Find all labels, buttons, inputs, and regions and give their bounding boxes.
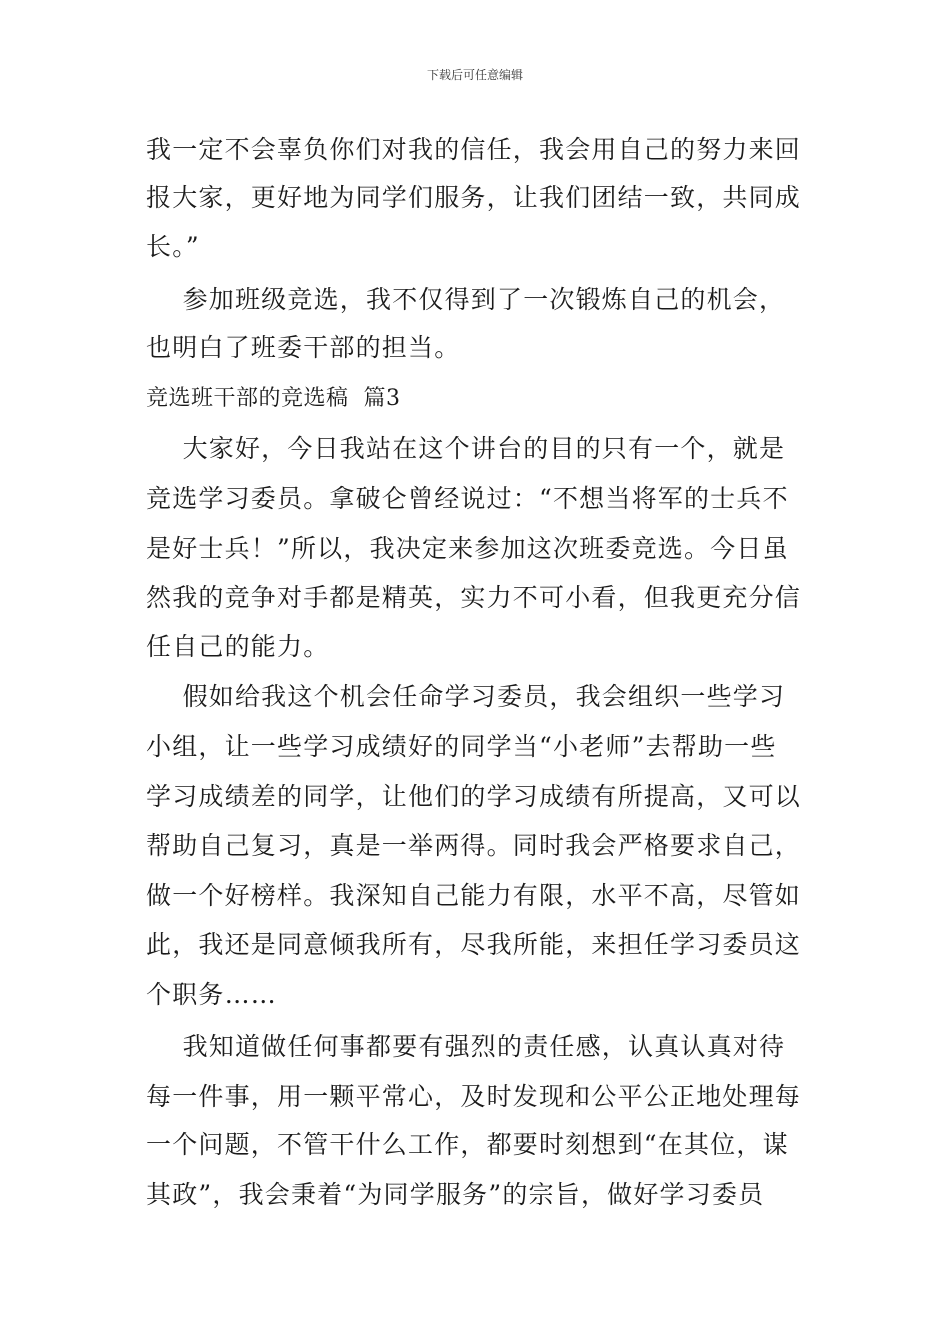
body-line: 我一定不会辜负你们对我的信任，我会用自己的努力来回 bbox=[146, 135, 802, 164]
body-line: 报大家，更好地为同学们服务，让我们团结一致，共同成 bbox=[146, 183, 802, 212]
body-line: 其政”，我会秉着“为同学服务”的宗旨，做好学习委员 bbox=[146, 1180, 765, 1209]
body-line: 此，我还是同意倾我所有，尽我所能，来担任学习委员这 bbox=[146, 930, 802, 959]
body-line: 参加班级竞选，我不仅得到了一次锻炼自己的机会， bbox=[146, 285, 786, 314]
body-line: 小组，让一些学习成绩好的同学当“小老师”去帮助一些 bbox=[146, 732, 777, 761]
body-line: 也明白了班委干部的担当。 bbox=[146, 333, 461, 362]
body-line: 是好士兵！”所以，我决定来参加这次班委竞选。今日虽 bbox=[146, 534, 789, 563]
body-line: 假如给我这个机会任命学习委员，我会组织一些学习 bbox=[146, 682, 786, 711]
section-title: 竞选班干部的竞选稿 篇3 bbox=[146, 386, 401, 411]
body-line: 个职务…… bbox=[146, 980, 278, 1009]
body-line: 然我的竞争对手都是精英，实力不可小看，但我更充分信 bbox=[146, 583, 802, 612]
body-line: 我知道做任何事都要有强烈的责任感，认真认真对待 bbox=[146, 1032, 786, 1061]
body-line: 学习成绩差的同学，让他们的学习成绩有所提高，又可以 bbox=[146, 782, 802, 811]
body-line: 每一件事，用一颗平常心，及时发现和公平公正地处理每 bbox=[146, 1082, 802, 1111]
page-header: 下载后可任意编辑 bbox=[426, 68, 523, 82]
body-line: 做一个好榜样。我深知自己能力有限，水平不高，尽管如 bbox=[146, 881, 802, 910]
body-line: 长。” bbox=[146, 232, 200, 261]
body-line: 任自己的能力。 bbox=[146, 632, 330, 661]
body-line: 竞选学习委员。拿破仑曾经说过：“不想当将军的士兵不 bbox=[146, 484, 789, 513]
body-line: 一个问题，不管干什么工作，都要时刻想到“在其位，谋 bbox=[146, 1130, 789, 1159]
body-line: 帮助自己复习，真是一举两得。同时我会严格要求自己， bbox=[146, 831, 802, 860]
body-line: 大家好，今日我站在这个讲台的目的只有一个，就是 bbox=[146, 434, 786, 463]
